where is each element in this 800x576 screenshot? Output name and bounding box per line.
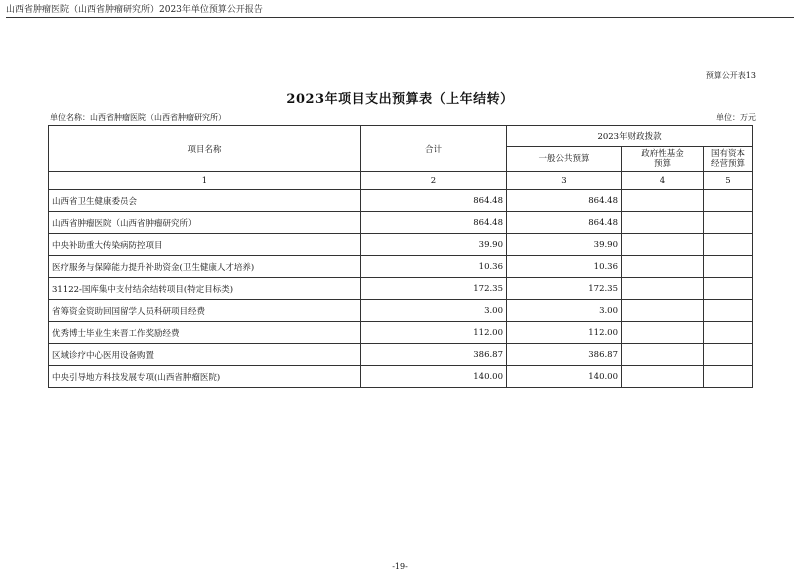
gov-fund-cell	[622, 234, 704, 256]
index-cell: 4	[622, 172, 704, 190]
general-budget-cell: 3.00	[507, 300, 622, 322]
general-budget-cell: 10.36	[507, 256, 622, 278]
total-cell: 864.48	[361, 212, 507, 234]
col-header-fiscal-group: 2023年财政拨款	[507, 126, 753, 147]
total-cell: 39.90	[361, 234, 507, 256]
table-row	[49, 344, 753, 366]
project-name-cell: 中央引导地方科技发展专项(山西省肿瘤医院)	[49, 366, 361, 388]
general-budget-cell: 39.90	[507, 234, 622, 256]
col-header-gov-fund-budget: 政府性基金 预算	[622, 147, 704, 172]
general-budget-cell: 140.00	[507, 366, 622, 388]
budget-table	[48, 125, 753, 388]
table-row	[49, 278, 753, 300]
index-cell: 2	[361, 172, 507, 190]
state-capital-cell	[704, 234, 753, 256]
general-budget-cell: 864.48	[507, 212, 622, 234]
total-cell: 172.35	[361, 278, 507, 300]
project-name-cell: 中央补助重大传染病防控项目	[49, 234, 361, 256]
total-cell: 140.00	[361, 366, 507, 388]
index-cell: 5	[704, 172, 753, 190]
state-capital-cell	[704, 278, 753, 300]
total-cell: 386.87	[361, 344, 507, 366]
gov-fund-cell	[622, 256, 704, 278]
table-row	[49, 190, 753, 212]
project-name-cell: 医疗服务与保障能力提升补助资金(卫生健康人才培养)	[49, 256, 361, 278]
page-number: -19-	[392, 562, 408, 571]
total-cell: 864.48	[361, 190, 507, 212]
general-budget-cell: 112.00	[507, 322, 622, 344]
project-name-cell: 省筹资金资助回国留学人员科研项目经费	[49, 300, 361, 322]
gov-fund-cell	[622, 366, 704, 388]
table-row	[49, 366, 753, 388]
state-capital-cell	[704, 300, 753, 322]
state-capital-cell	[704, 212, 753, 234]
column-index-row	[49, 172, 753, 190]
state-capital-cell	[704, 366, 753, 388]
total-cell: 112.00	[361, 322, 507, 344]
document-header-title: 山西省肿瘤医院（山西省肿瘤研究所）2023年单位预算公开报告	[6, 5, 263, 15]
table-row	[49, 322, 753, 344]
gov-fund-cell	[622, 344, 704, 366]
general-budget-cell: 386.87	[507, 344, 622, 366]
total-cell: 3.00	[361, 300, 507, 322]
form-number: 预算公开表13	[705, 71, 756, 80]
general-budget-cell: 864.48	[507, 190, 622, 212]
index-cell: 3	[507, 172, 622, 190]
state-capital-cell	[704, 344, 753, 366]
currency-unit-label: 单位：万元	[716, 113, 756, 122]
gov-fund-cell	[622, 322, 704, 344]
gov-fund-cell	[622, 300, 704, 322]
total-cell: 10.36	[361, 256, 507, 278]
table-row	[49, 256, 753, 278]
table-row	[49, 212, 753, 234]
project-name-cell: 山西省肿瘤医院（山西省肿瘤研究所）	[49, 212, 361, 234]
unit-name-label: 单位名称：山西省肿瘤医院（山西省肿瘤研究所）	[50, 113, 226, 122]
project-name-cell: 优秀博士毕业生来晋工作奖励经费	[49, 322, 361, 344]
project-name-cell: 区域诊疗中心医用设备购置	[49, 344, 361, 366]
index-cell: 1	[49, 172, 361, 190]
col-header-project-name: 项目名称	[49, 126, 361, 172]
col-header-state-capital-budget: 国有资本 经营预算	[704, 147, 753, 172]
document-header	[6, 2, 794, 18]
state-capital-cell	[704, 322, 753, 344]
gov-fund-cell	[622, 190, 704, 212]
gov-fund-cell	[622, 212, 704, 234]
state-capital-cell	[704, 190, 753, 212]
col-header-general-budget: 一般公共预算	[507, 147, 622, 172]
project-name-cell: 31122-国库集中支付结余结转项目(特定目标类)	[49, 278, 361, 300]
col-header-total: 合计	[361, 126, 507, 172]
gov-fund-cell	[622, 278, 704, 300]
table-row	[49, 234, 753, 256]
project-name-cell: 山西省卫生健康委员会	[49, 190, 361, 212]
table-title: 2023年项目支出预算表（上年结转）	[286, 92, 514, 107]
general-budget-cell: 172.35	[507, 278, 622, 300]
state-capital-cell	[704, 256, 753, 278]
table-row	[49, 300, 753, 322]
